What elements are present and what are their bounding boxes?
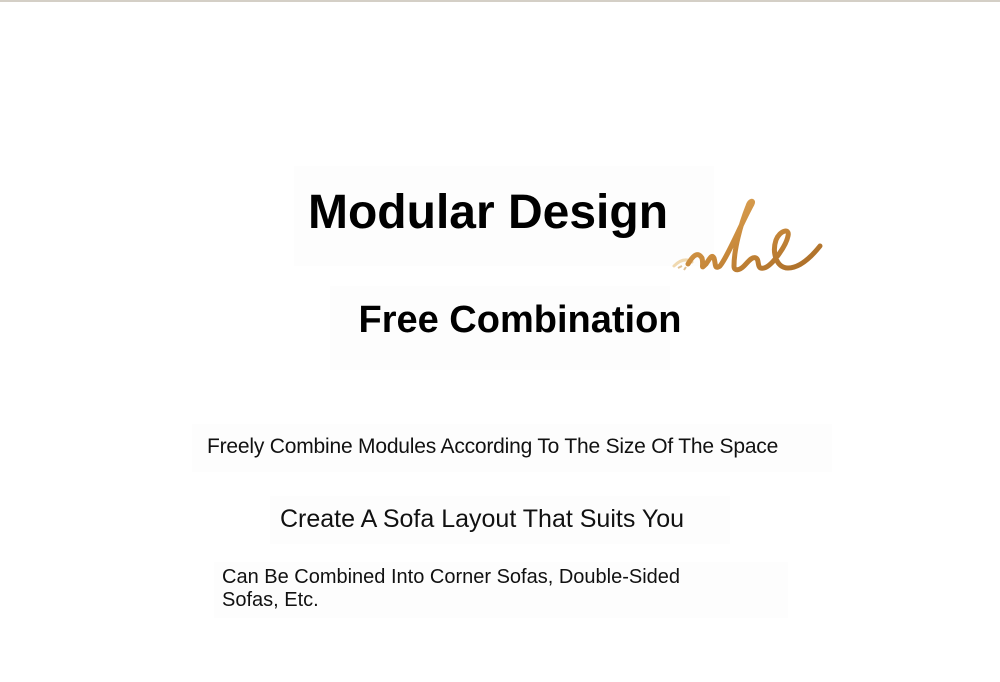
script-signature-logo: [668, 196, 828, 280]
description-line-2: Create A Sofa Layout That Suits You: [280, 505, 685, 533]
top-divider: [0, 0, 1000, 2]
page-subtitle: Free Combination: [358, 299, 682, 341]
description-line-3: Can Be Combined Into Corner Sofas, Double-Sided Sofas, Etc.: [222, 566, 681, 611]
page-title: Modular Design: [308, 186, 669, 239]
description-line-1: Freely Combine Modules According To The Size Of The Space: [207, 435, 779, 458]
